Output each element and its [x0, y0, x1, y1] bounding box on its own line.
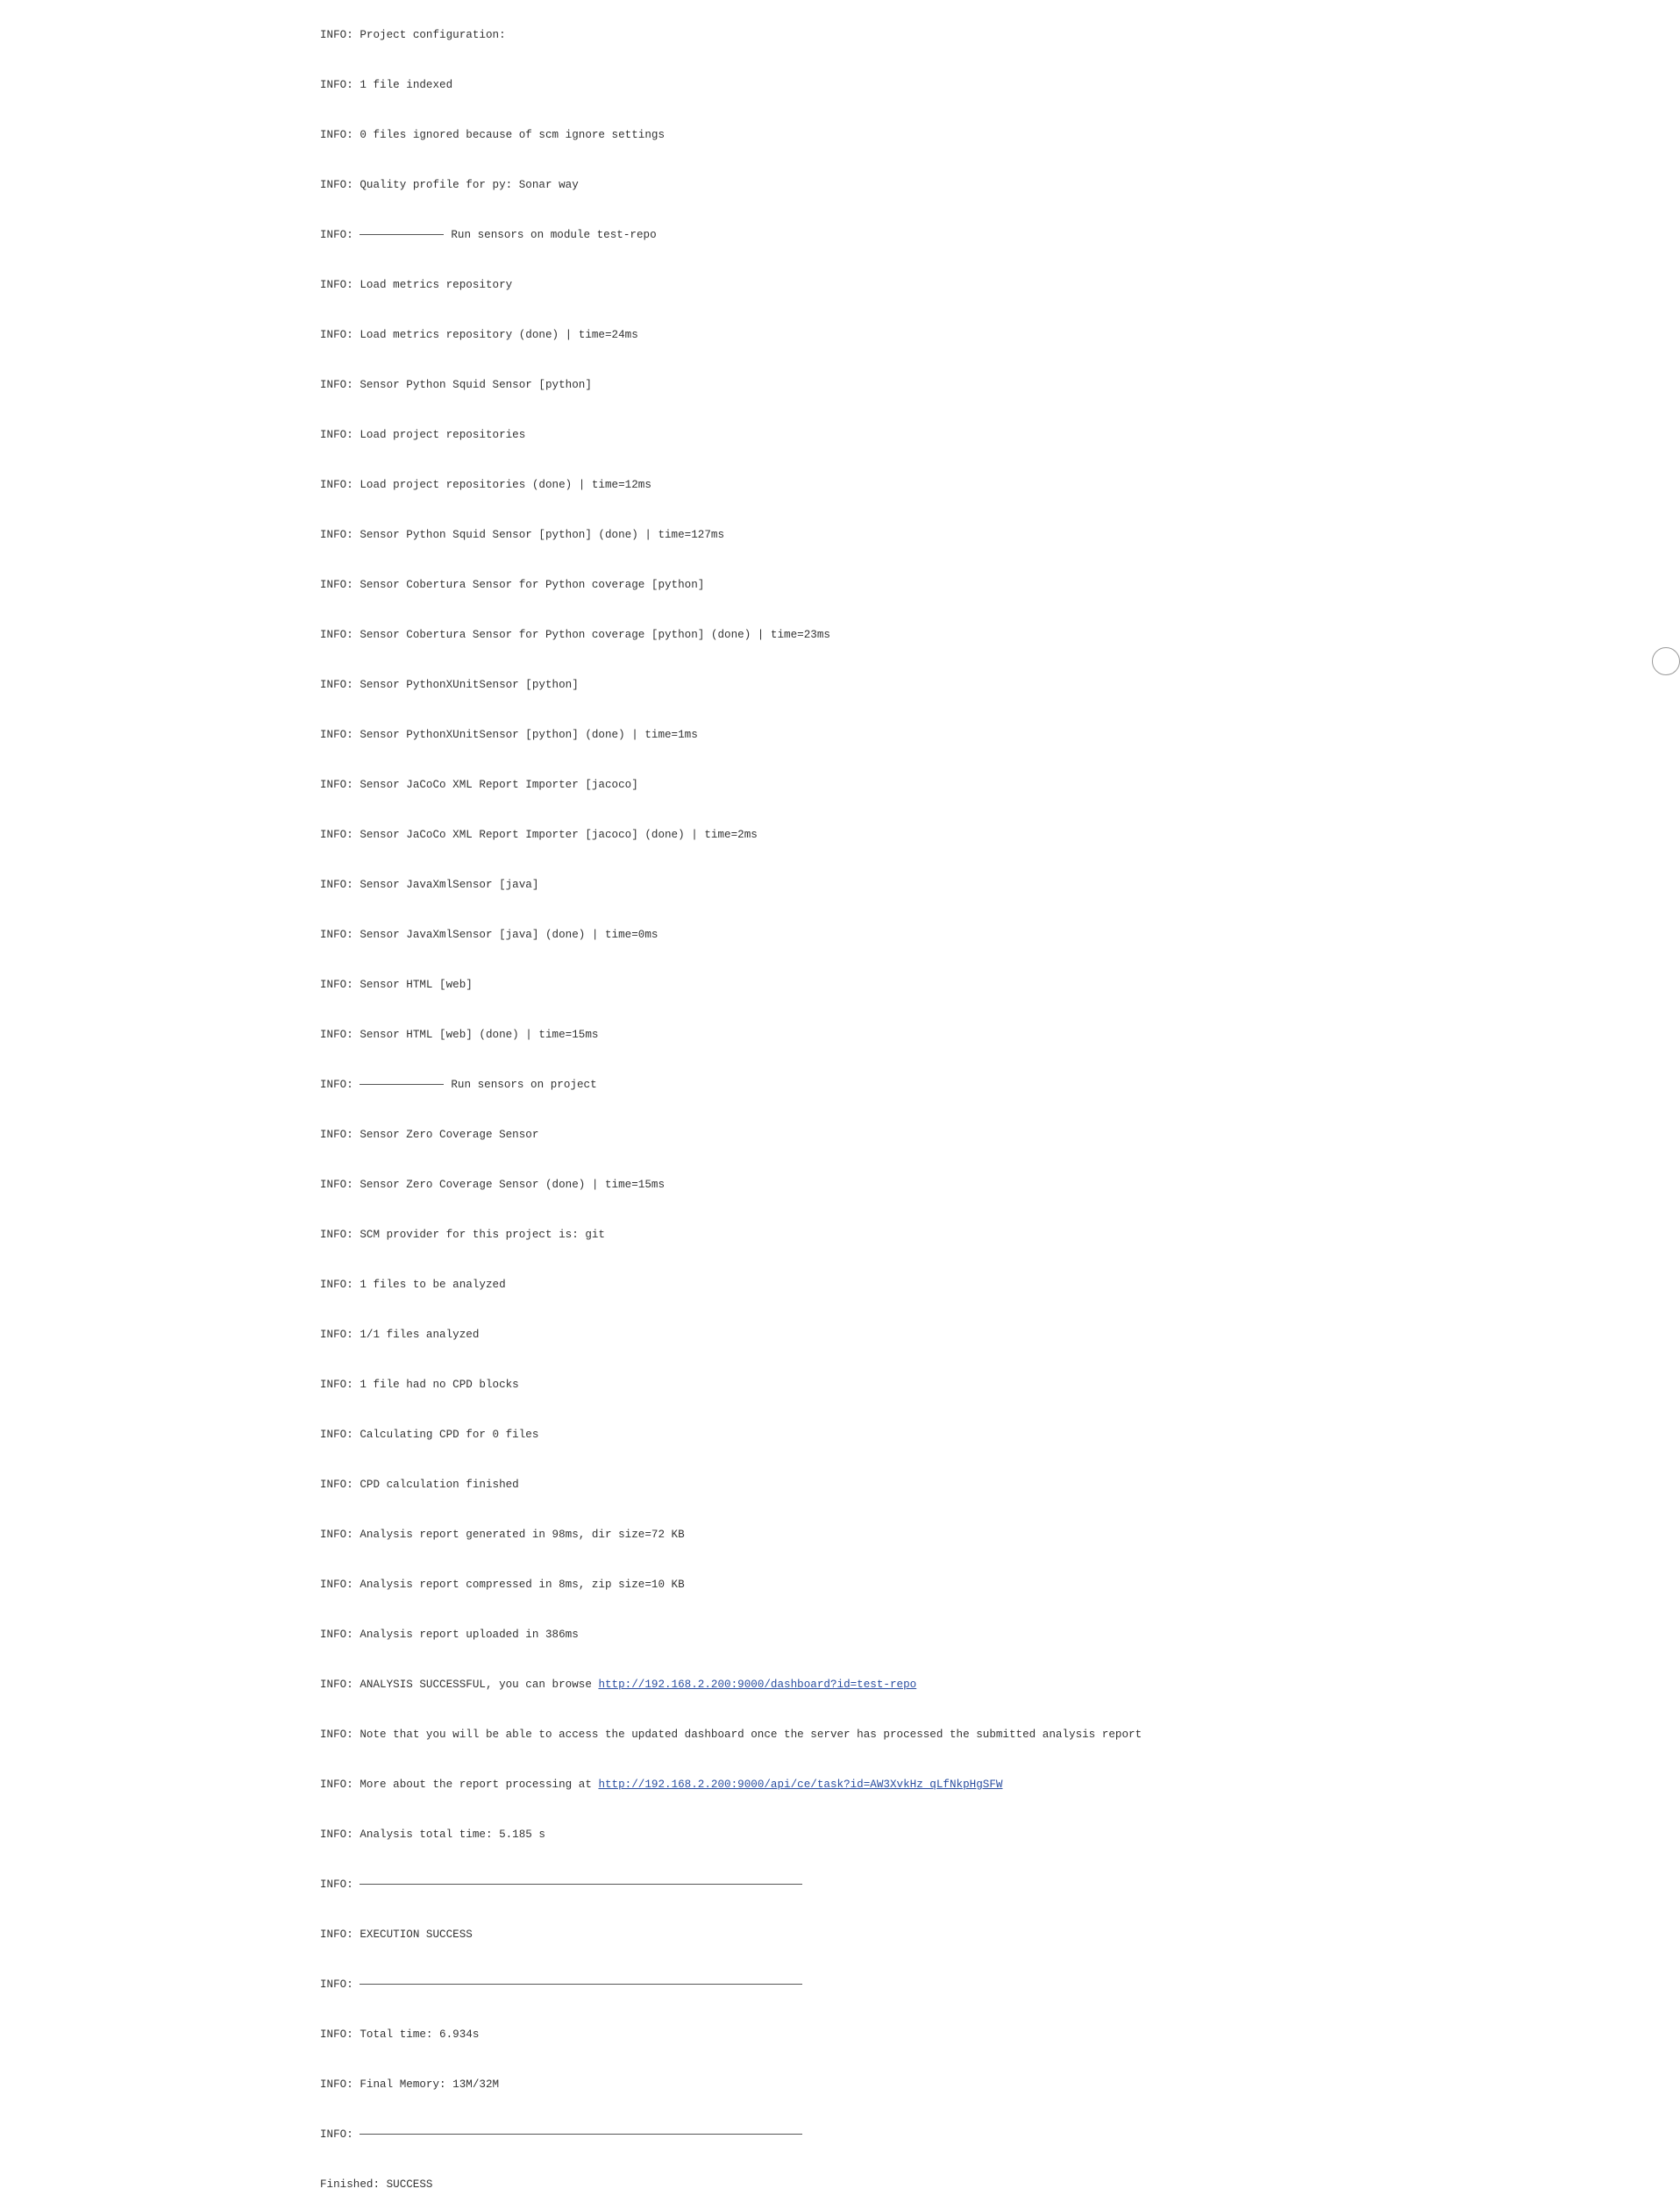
log-line-rule: INFO:	[320, 1977, 1142, 1993]
scroll-to-top-button[interactable]	[1652, 647, 1680, 675]
log-line: INFO: EXECUTION SUCCESS	[320, 1928, 473, 1941]
log-line: INFO: Sensor Cobertura Sensor for Python coverage [python]	[320, 579, 705, 591]
log-line: INFO: Quality profile for py: Sonar way	[320, 179, 579, 191]
log-line: INFO: Load project repositories	[320, 429, 526, 441]
separator-rule	[359, 1884, 802, 1885]
log-line: INFO: Final Memory: 13M/32M	[320, 2078, 500, 2091]
log-line: INFO: Sensor JavaXmlSensor [java] (done) | time=0ms	[320, 929, 658, 941]
log-line: INFO: Analysis report uploaded in 386ms	[320, 1629, 579, 1641]
log-line: INFO: 1/1 files analyzed	[320, 1329, 480, 1341]
separator-rule	[359, 1984, 802, 1985]
log-line: INFO: Sensor JaCoCo XML Report Importer [jacoco]	[320, 779, 638, 791]
log-line: INFO: Project configuration:	[320, 29, 506, 41]
log-line: INFO: ANALYSIS SUCCESSFUL, you can browse http://192.168.2.200:9000/dashboard?id=test-repo	[320, 1679, 917, 1691]
log-line: INFO: Sensor JaCoCo XML Report Importer [jacoco] (done) | time=2ms	[320, 829, 758, 841]
log-line-section: INFO: Run sensors on project	[320, 1079, 597, 1091]
separator-rule	[359, 234, 444, 235]
log-line: INFO: Sensor Python Squid Sensor [python] (done) | time=127ms	[320, 529, 725, 541]
log-line: INFO: Analysis total time: 5.185 s	[320, 1829, 545, 1841]
log-line: INFO: Analysis report generated in 98ms, dir size=72 KB	[320, 1529, 685, 1541]
log-line: INFO: Sensor HTML [web]	[320, 979, 473, 991]
log-line: INFO: Sensor Zero Coverage Sensor	[320, 1129, 539, 1141]
log-line-rule: INFO:	[320, 2127, 1142, 2143]
log-line: INFO: Sensor HTML [web] (done) | time=15ms	[320, 1029, 599, 1041]
log-line: INFO: 0 files ignored because of scm ignore settings	[320, 129, 666, 141]
separator-rule	[359, 2134, 802, 2135]
console-output	[320, 0, 1142, 2210]
log-line: INFO: Load metrics repository (done) | time=24ms	[320, 329, 638, 341]
log-line: INFO: Note that you will be able to access the updated dashboard once the server has processed the submitted analysis report	[320, 1729, 1143, 1741]
log-line: INFO: Sensor Python Squid Sensor [python]	[320, 379, 592, 391]
log-line: INFO: Sensor Cobertura Sensor for Python coverage [python] (done) | time=23ms	[320, 629, 830, 641]
log-line: INFO: 1 file indexed	[320, 79, 453, 91]
dashboard-link[interactable]: http://192.168.2.200:9000/dashboard?id=test-repo	[598, 1679, 917, 1691]
separator-rule	[359, 1084, 444, 1085]
log-line: INFO: Sensor JavaXmlSensor [java]	[320, 879, 539, 891]
task-report-link[interactable]: http://192.168.2.200:9000/api/ce/task?id=AW3XvkHz_qLfNkpHgSFW	[598, 1779, 1003, 1791]
log-line: INFO: 1 files to be analyzed	[320, 1279, 506, 1291]
finished-status: Finished: SUCCESS	[320, 2178, 433, 2191]
log-line: INFO: Load metrics repository	[320, 279, 513, 291]
log-line: INFO: SCM provider for this project is: git	[320, 1229, 605, 1241]
log-line: INFO: Calculating CPD for 0 files	[320, 1429, 539, 1441]
log-line: INFO: Sensor PythonXUnitSensor [python]	[320, 679, 579, 691]
log-line: INFO: CPD calculation finished	[320, 1479, 519, 1491]
log-line: INFO: More about the report processing at http://192.168.2.200:9000/api/ce/task?id=AW3XvkHz_qLfNkpHgSFW	[320, 1779, 1003, 1791]
log-line: INFO: Analysis report compressed in 8ms, zip size=10 KB	[320, 1579, 685, 1591]
log-line: INFO: Sensor PythonXUnitSensor [python] (done) | time=1ms	[320, 729, 698, 741]
log-line: INFO: Sensor Zero Coverage Sensor (done) | time=15ms	[320, 1179, 666, 1191]
log-line: INFO: Total time: 6.934s	[320, 2028, 480, 2041]
log-line: INFO: Load project repositories (done) | time=12ms	[320, 479, 651, 491]
log-line: INFO: 1 file had no CPD blocks	[320, 1379, 519, 1391]
log-line-section: INFO: Run sensors on module test-repo	[320, 229, 657, 241]
log-line-rule: INFO:	[320, 1877, 1142, 1893]
